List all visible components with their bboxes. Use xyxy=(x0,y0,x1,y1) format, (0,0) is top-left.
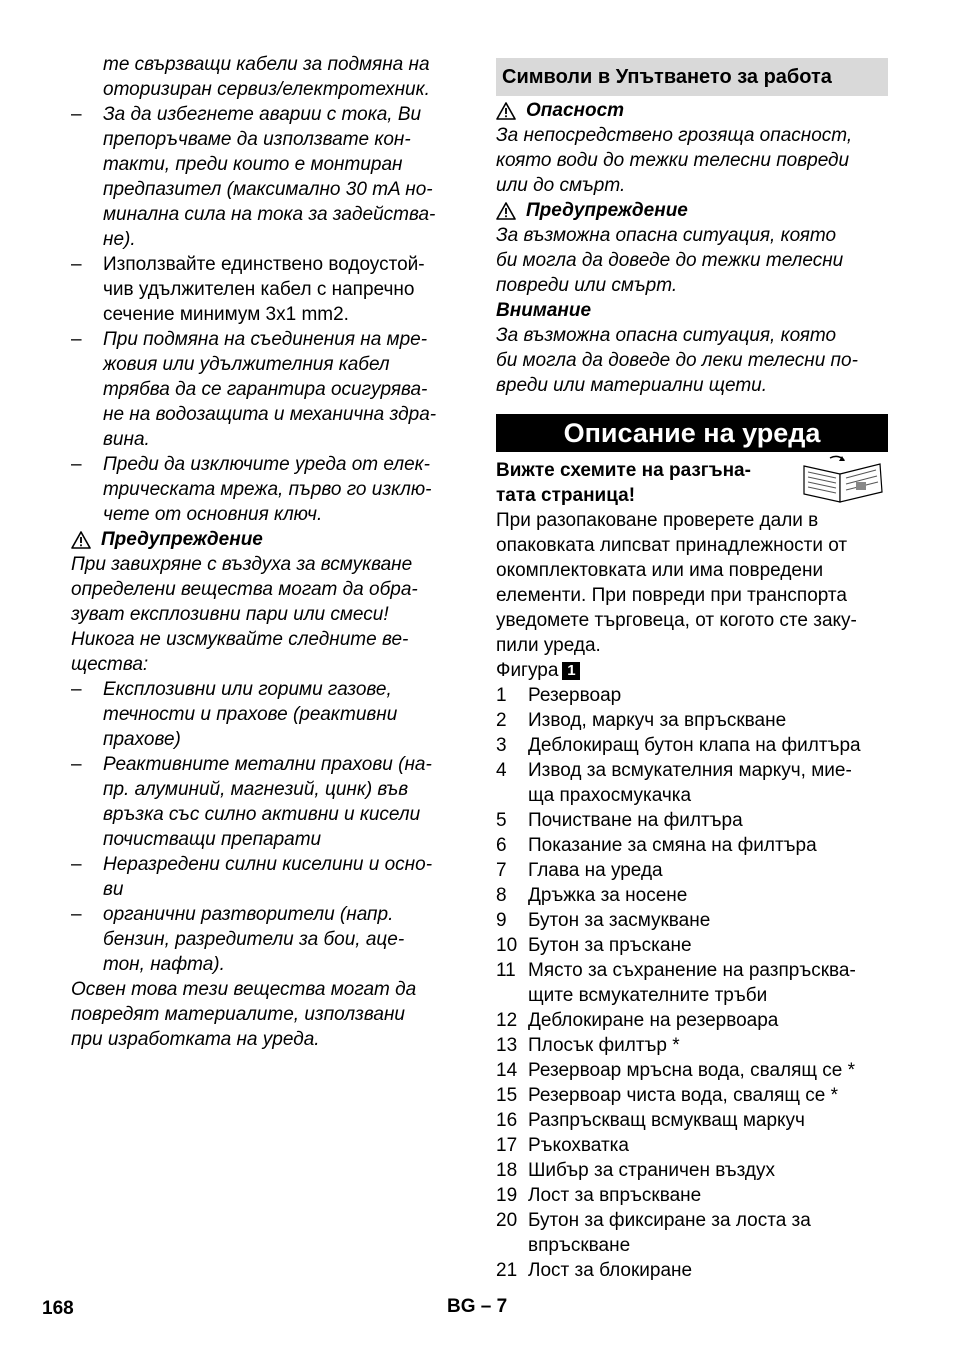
bullet-dash: – xyxy=(71,254,82,275)
section-page-label: BG – 7 xyxy=(447,1296,508,1317)
part-item xyxy=(496,1133,888,1158)
part-item xyxy=(496,1058,888,1083)
part-item xyxy=(496,1208,888,1258)
text-line: сечение минимум 3x1 mm2. xyxy=(103,304,349,325)
danger-triangle-icon xyxy=(496,102,516,120)
text-line: почистващи препарати xyxy=(103,829,322,850)
text-line: щите всмукателните тръби xyxy=(528,985,768,1006)
text-line: чете от основния ключ. xyxy=(103,504,323,525)
closing-text: Освен това тези вещества могат да повредят материалите, използвани при изработката на уреда. xyxy=(71,979,417,1050)
part-item xyxy=(496,1083,888,1108)
part-number: 6 xyxy=(496,835,507,856)
part-number: 20 xyxy=(496,1210,518,1231)
part-item xyxy=(496,958,888,1008)
text-line: Деблокиращ бутон клапа на филтъра xyxy=(528,735,861,756)
warning-triangle-icon xyxy=(71,531,91,549)
text-line: Почистване на филтъра xyxy=(528,810,743,831)
text-line: Експлозивни или горими газове, xyxy=(103,679,392,700)
symbols-heading: Символи в Упътването за работа xyxy=(496,58,888,96)
part-number: 4 xyxy=(496,760,507,781)
part-item xyxy=(496,1108,888,1133)
device-description-heading: Описание на уреда xyxy=(496,414,888,452)
bullet-dash: – xyxy=(71,679,82,700)
page-number: 168 xyxy=(42,1298,74,1319)
warning-text-right: За възможна опасна ситуация, която би могла да доведе до тежки телесни повреди или смърт. xyxy=(496,225,844,296)
part-number: 3 xyxy=(496,735,507,756)
safety-bullet-list xyxy=(71,102,463,527)
part-number: 2 xyxy=(496,710,507,731)
text-line: трябва да се гарантира осигурява- xyxy=(103,379,428,400)
text-line: Показание за смяна на филтъра xyxy=(528,835,817,856)
left-column xyxy=(71,52,463,1052)
caution-heading: Внимание xyxy=(496,300,592,321)
bullet-dash: – xyxy=(71,754,82,775)
text-line: Реактивните метални прахови (на- xyxy=(103,754,432,775)
open-book-icon xyxy=(800,454,886,504)
part-item xyxy=(496,808,888,833)
substance-item xyxy=(71,902,463,977)
part-number: 17 xyxy=(496,1135,518,1156)
part-number: 5 xyxy=(496,810,507,831)
text-line: органични разтворители (напр. xyxy=(103,904,394,925)
text-line: вина. xyxy=(103,429,150,450)
warning-triangle-icon xyxy=(496,202,516,220)
warning-heading-right: Предупреждение xyxy=(496,198,888,223)
text-line: пр. алуминий, магнезий, цинк) във xyxy=(103,779,409,800)
text-line: ща прахосмукачка xyxy=(528,785,692,806)
text-line: препоръчваме да използвате кон- xyxy=(103,129,411,150)
text-line: Глава на уреда xyxy=(528,860,663,881)
bullet-dash: – xyxy=(71,454,82,475)
danger-text: За непосредствено грозяща опасност, която води до тежки телесни повреди или до смърт. xyxy=(496,125,853,196)
part-number: 14 xyxy=(496,1060,518,1081)
text-line: Използвайте единствено водоустой- xyxy=(103,254,425,275)
text-line: Плосък филтър * xyxy=(528,1035,680,1056)
part-number: 10 xyxy=(496,935,518,956)
safety-bullet xyxy=(71,102,463,252)
text-line: такти, преди които е монтиран xyxy=(103,154,403,175)
text-line: Деблокиране на резервоара xyxy=(528,1010,779,1031)
part-item xyxy=(496,858,888,883)
text-line: Извод за всмукателния маркуч, мие- xyxy=(528,760,852,781)
text-line: Ръкохватка xyxy=(528,1135,629,1156)
substance-item xyxy=(71,852,463,902)
text-line: Място за съхранение на разпръсква- xyxy=(528,960,856,981)
text-line: тон, нафта). xyxy=(103,954,225,975)
bullet-dash: – xyxy=(71,104,82,125)
text-line: предпазител (максимално 30 mA но- xyxy=(103,179,433,200)
text-line: Бутон за засмукване xyxy=(528,910,711,931)
text-line: течности и прахове (реактивни xyxy=(103,704,398,725)
part-item xyxy=(496,733,888,758)
text-line: чив удължителен кабел с напречно xyxy=(103,279,415,300)
text-line: връзка със силно активни и кисели xyxy=(103,804,421,825)
part-item xyxy=(496,1033,888,1058)
continued-bullet: те свързващи кабели за подмяна на оторизиран сервиз/електротехник. xyxy=(103,54,430,100)
part-number: 13 xyxy=(496,1035,518,1056)
bullet-dash: – xyxy=(71,904,82,925)
text-line: ви xyxy=(103,879,124,900)
warning-heading: Предупреждение xyxy=(71,527,463,552)
caution-text: За възможна опасна ситуация, която би могла да доведе до леки телесни по- вреди или материални щети. xyxy=(496,325,858,396)
text-line: Бутон за пръскане xyxy=(528,935,692,956)
safety-bullet xyxy=(71,327,463,452)
part-item xyxy=(496,1158,888,1183)
text-line: Разпръскващ всмукващ маркуч xyxy=(528,1110,805,1131)
text-line: Неразредени силни киселини и осно- xyxy=(103,854,433,875)
text-line: трическата мрежа, първо го изклю- xyxy=(103,479,432,500)
text-line: Резервоар xyxy=(528,685,622,706)
part-number: 21 xyxy=(496,1260,518,1281)
see-foldout-note: Вижте схемите на разгъна- тата страница! xyxy=(496,458,888,508)
substance-item xyxy=(71,677,463,752)
text-line: прахове) xyxy=(103,729,181,750)
part-item xyxy=(496,883,888,908)
part-item xyxy=(496,1008,888,1033)
substance-item xyxy=(71,752,463,852)
text-line: За да избегнете аварии с тока, Ви xyxy=(103,104,422,125)
text-line: не на водозащита и механична здра- xyxy=(103,404,437,425)
text-line: жовия или удължителния кабел xyxy=(103,354,390,375)
part-item xyxy=(496,833,888,858)
part-number: 18 xyxy=(496,1160,518,1181)
part-item xyxy=(496,1183,888,1208)
substance-list xyxy=(71,677,463,977)
text-line: Бутон за фиксиране за лоста за xyxy=(528,1210,811,1231)
text-line: не). xyxy=(103,229,136,250)
part-number: 16 xyxy=(496,1110,518,1131)
part-number: 9 xyxy=(496,910,507,931)
parts-list xyxy=(496,683,888,1283)
part-number: 15 xyxy=(496,1085,518,1106)
part-number: 7 xyxy=(496,860,507,881)
danger-heading: Опасност xyxy=(496,98,888,123)
text-line: Преди да изключите уреда от елек- xyxy=(103,454,430,475)
warning-text: При завихряне с въздуха за всмукване определени вещества могат да обра- зуват експлозивни пари или смеси! Никога не изсмуквайте следните ве- щества: xyxy=(71,554,418,675)
text-line: Резервоар мръсна вода, свалящ се * xyxy=(528,1060,856,1081)
right-column xyxy=(496,52,888,1283)
safety-bullet xyxy=(71,452,463,527)
figure-reference: Фигура 1 xyxy=(496,658,888,683)
text-line: При подмяна на съединения на мре- xyxy=(103,329,428,350)
text-line: Дръжка за носене xyxy=(528,885,688,906)
text-line: Лост за блокиране xyxy=(528,1260,693,1281)
unpacking-text: При разопаковане проверете дали в опаковката липсват принадлежности от окомплектовката или има повредени елементи. При повреди при транспорта уведомете търговеца, от когото сте заку- пили уреда. xyxy=(496,510,857,656)
text-line: Шибър за страничен въздух xyxy=(528,1160,775,1181)
safety-bullet xyxy=(71,252,463,327)
part-item xyxy=(496,1258,888,1283)
part-number: 1 xyxy=(496,685,507,706)
part-item xyxy=(496,933,888,958)
text-line: минална сила на тока за задейства- xyxy=(103,204,436,225)
part-item xyxy=(496,683,888,708)
part-number: 12 xyxy=(496,1010,518,1031)
text-line: Резервоар чиста вода, свалящ се * xyxy=(528,1085,839,1106)
text-line: бензин, разредители за бои, аце- xyxy=(103,929,405,950)
text-line: впръскване xyxy=(528,1235,631,1256)
figure-number-badge: 1 xyxy=(562,662,580,680)
text-line: Извод, маркуч за впръскване xyxy=(528,710,787,731)
part-number: 19 xyxy=(496,1185,518,1206)
part-item xyxy=(496,908,888,933)
text-line: Лост за впръскване xyxy=(528,1185,702,1206)
bullet-dash: – xyxy=(71,329,82,350)
part-item xyxy=(496,708,888,733)
bullet-dash: – xyxy=(71,854,82,875)
part-item xyxy=(496,758,888,808)
part-number: 8 xyxy=(496,885,507,906)
part-number: 11 xyxy=(496,960,516,981)
